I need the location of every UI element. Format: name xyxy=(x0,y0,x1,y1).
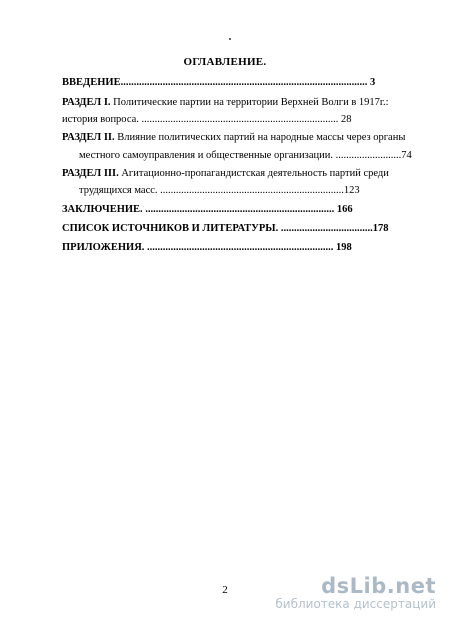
toc-entry-conclusion: ЗАКЛЮЧЕНИЕ. ........................................................................ 166 xyxy=(62,204,353,215)
page-title: ОГЛАВЛЕНИЕ. xyxy=(183,56,267,68)
toc-entry-appendix: ПРИЛОЖЕНИЯ. ....................................................................... 198 xyxy=(62,242,352,253)
watermark-logo xyxy=(275,575,436,612)
watermark-brand: dsLib.net xyxy=(321,574,436,598)
toc-entry-section-3-continuation: трудящихся масс. ......................................................................123 xyxy=(79,185,360,196)
toc-entry-sources: СПИСОК ИСТОЧНИКОВ И ЛИТЕРАТУРЫ. ...................................178 xyxy=(62,223,389,234)
toc-entry-section-2-continuation: местного самоуправления и общественные организации. .........................74 xyxy=(79,150,412,161)
page-mark xyxy=(229,38,231,40)
toc-section-3-text: Агитационно-пропагандистская деятельность партий среди xyxy=(121,168,389,179)
toc-entry-section-3 xyxy=(62,168,389,180)
toc-section-2-text: Влияние политических партий на народные массы через органы xyxy=(117,132,406,143)
page-number: 2 xyxy=(222,584,228,596)
toc-section-1-label: РАЗДЕЛ I. xyxy=(62,97,111,108)
toc-section-3-label: РАЗДЕЛ III. xyxy=(62,168,119,179)
toc-section-2-label: РАЗДЕЛ II. xyxy=(62,132,115,143)
toc-entry-section-1-continuation: история вопроса. ........................................................................... 28 xyxy=(62,114,352,125)
toc-entry-section-1 xyxy=(62,97,389,109)
toc-section-1-text: Политические партии на территории Верхней Волги в 1917г.: xyxy=(113,97,389,108)
toc-entry-section-2 xyxy=(62,132,405,144)
toc-entry-intro: ВВЕДЕНИЕ.............................................................................................. 3 xyxy=(62,77,376,88)
watermark-subtitle: библиотека диссертаций xyxy=(275,597,436,611)
